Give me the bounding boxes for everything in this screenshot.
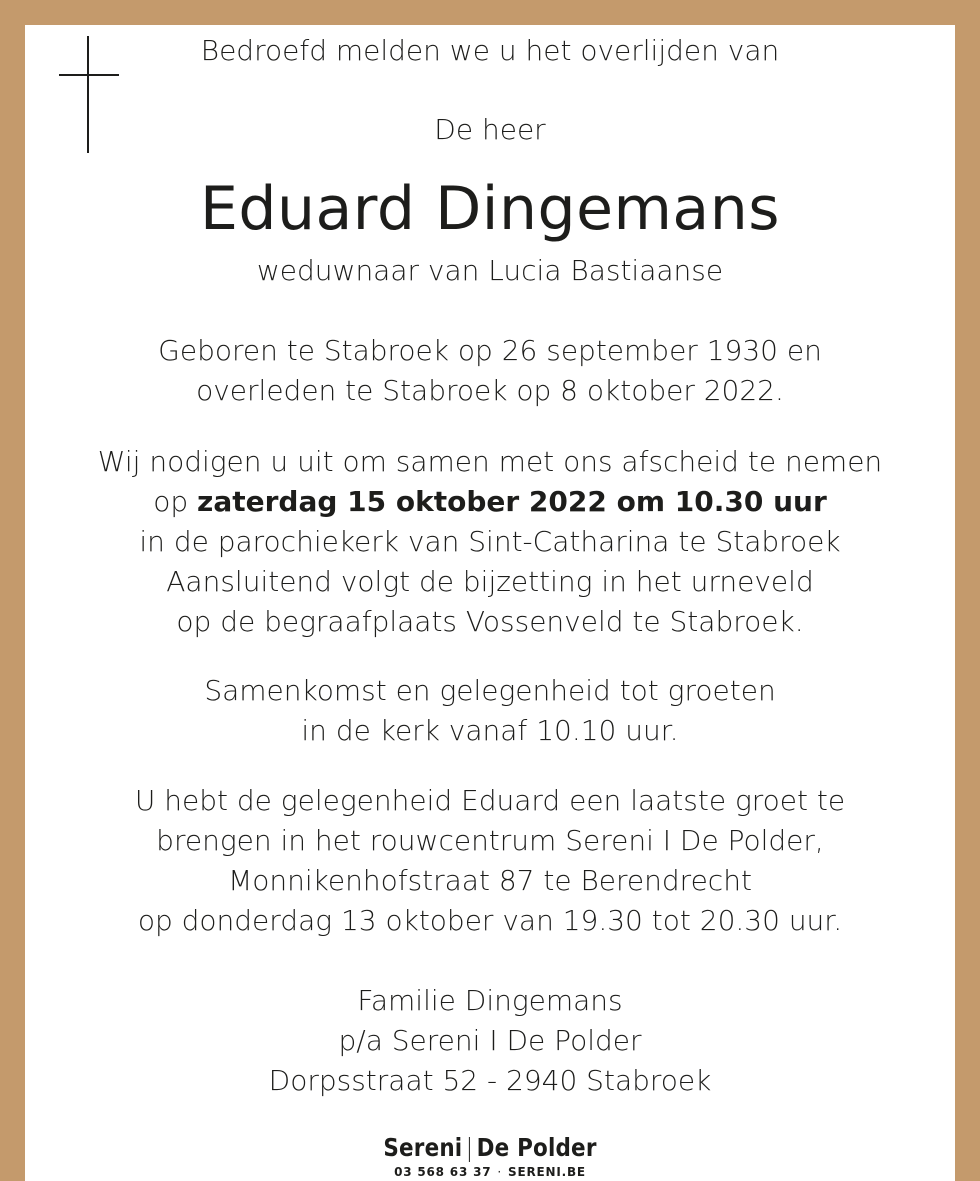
birth-line: Geboren te Stabroek op 26 september 1930 en: [158, 334, 822, 367]
visitation-time: op donderdag 13 oktober van 19.30 tot 20.30 uur.: [137, 904, 843, 937]
footer-dot: ·: [497, 1165, 502, 1179]
brand-separator: |: [465, 1133, 474, 1162]
family-care-of: p/a Sereni I De Polder: [338, 1024, 642, 1057]
visitation-line-1: U hebt de gelegenheid Eduard een laatste groet te: [134, 784, 846, 817]
visitation-block: [25, 781, 955, 941]
church-line: in de parochiekerk van Sint-Catharina te Stabroek: [139, 525, 841, 558]
birth-death-block: [25, 331, 955, 411]
sereni-logo: [383, 1133, 598, 1163]
gathering-line: Samenkomst en gelegenheid tot groeten: [204, 674, 776, 707]
honorific: De heer: [434, 113, 546, 146]
ceremony-date: zaterdag 15 oktober 2022 om 10.30 uur: [197, 485, 827, 518]
visitation-line-2: brengen in het rouwcentrum Sereni I De Polder,: [156, 824, 824, 857]
family-name: Familie Dingemans: [357, 984, 623, 1017]
cemetery-line: op de begraafplaats Vossenveld te Stabroek.: [176, 605, 804, 638]
footer-phone: 03 568 63 37: [394, 1165, 492, 1179]
ceremony-date-line: [25, 482, 955, 522]
cross-horizontal-bar: [59, 74, 119, 76]
ceremony-date-prefix: op: [153, 485, 189, 518]
visitation-address: Monnikenhofstraat 87 te Berendrecht: [228, 864, 752, 897]
death-line: overleden te Stabroek op 8 oktober 2022.: [196, 374, 784, 407]
footer-contact: [340, 1164, 640, 1180]
deceased-name: Eduard Dingemans: [200, 174, 780, 244]
gathering-block: [25, 671, 955, 751]
invite-line: Wij nodigen u uit om samen met ons afscheid te nemen: [97, 445, 883, 478]
burial-line: Aansluitend volgt de bijzetting in het urneveld: [166, 565, 814, 598]
footer-website: SERENI.BE: [508, 1165, 586, 1179]
widower-line: weduwnaar van Lucia Bastiaanse: [256, 254, 724, 287]
family-address: Dorpsstraat 52 - 2940 Stabroek: [268, 1064, 712, 1097]
intro-line: Bedroefd melden we u het overlijden van: [200, 34, 780, 67]
brand-left: Sereni: [383, 1133, 463, 1162]
obituary-card: [25, 25, 955, 1181]
ceremony-block: [25, 442, 955, 642]
gathering-time-line: in de kerk vanaf 10.10 uur.: [301, 714, 679, 747]
brand-right: De Polder: [476, 1133, 597, 1162]
family-address-block: [25, 981, 955, 1101]
